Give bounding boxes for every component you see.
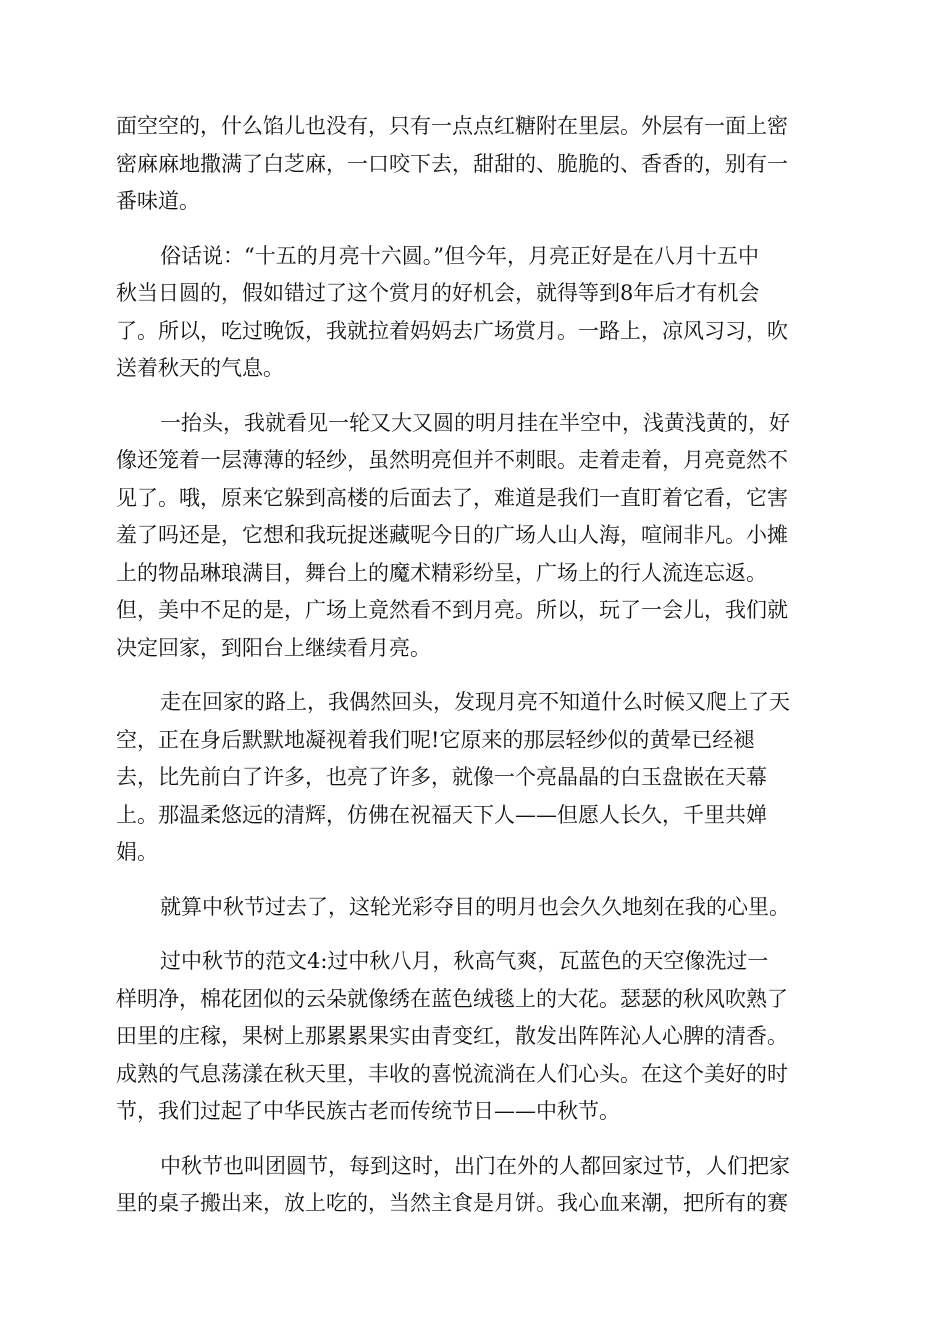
paragraph-6 xyxy=(116,943,836,1131)
text-line: 见了。哦，原来它躲到高楼的后面去了，难道是我们一直盯着它看，它害 xyxy=(116,485,788,510)
text-line: 过中秋节的范文4:过中秋八月，秋高气爽，瓦蓝色的天空像洗过一 xyxy=(160,949,769,973)
text-line: 羞了吗还是，它想和我玩捉迷藏呢今日的广场人山人海，喧闹非凡。小摊 xyxy=(116,523,788,547)
text-line: 走在回家的路上，我偶然回头，发现月亮不知道什么时候又爬上了天 xyxy=(160,690,790,714)
text-line: 番味道。 xyxy=(116,189,200,213)
text-line: 成熟的气息荡漾在秋天里，丰收的喜悦流淌在人们心头。在这个美好的时 xyxy=(116,1061,788,1086)
text-line: 里的桌子搬出来，放上吃的，当然主食是月饼。我心血来潮，把所有的赛 xyxy=(116,1191,788,1215)
document-body xyxy=(116,108,836,1240)
text-line: 俗话说：“十五的月亮十六圆。”但今年，月亮正好是在八月十五中 xyxy=(160,243,759,268)
text-line: 了。所以，吃过晚饭，我就拉着妈妈去广场赏月。一路上，凉风习习，吹 xyxy=(116,318,788,343)
text-line: 空，正在身后默默地凝视着我们呢!它原来的那层轻纱似的黄晕已经褪 xyxy=(116,727,755,752)
paragraph-2 xyxy=(116,238,836,388)
paragraph-4 xyxy=(116,684,836,872)
text-line: 上。那温柔悠远的清辉，仿佛在祝福天下人——但愿人长久，千里共婵 xyxy=(116,802,767,827)
text-line: 面空空的，什么馅儿也没有，只有一点点红糖附在里层。外层有一面上密 xyxy=(116,114,788,138)
text-line: 一抬头，我就看见一轮又大又圆的明月挂在半空中，浅黄浅黄的，好 xyxy=(160,410,790,435)
text-line: 送着秋天的气息。 xyxy=(116,356,284,380)
text-line: 中秋节也叫团圆节，每到这时，出门在外的人都回家过节，人们把家 xyxy=(160,1153,790,1178)
text-line: 娟。 xyxy=(116,840,158,864)
text-line: 样明净，棉花团似的云朵就像绣在蓝色绒毯上的大花。瑟瑟的秋风吹熟了 xyxy=(116,986,788,1011)
paragraph-3 xyxy=(116,405,836,668)
text-line: 但，美中不足的是，广场上竟然看不到月亮。所以，玩了一会儿，我们就 xyxy=(116,598,788,622)
text-line: 田里的庄稼，果树上那累累果实由青变红，散发出阵阵沁人心脾的清香。 xyxy=(116,1024,788,1048)
text-line: 上的物品琳琅满目，舞台上的魔术精彩纷呈，广场上的行人流连忘返。 xyxy=(116,560,767,585)
paragraph-7 xyxy=(116,1148,836,1223)
text-line: 去，比先前白了许多，也亮了许多，就像一个亮晶晶的白玉盘嵌在天幕 xyxy=(116,765,767,789)
text-line: 就算中秋节过去了，这轮光彩夺目的明月也会久久地刻在我的心里。 xyxy=(160,894,790,919)
text-line: 节，我们过起了中华民族古老而传统节日——中秋节。 xyxy=(116,1099,620,1123)
text-line: 密麻麻地撒满了白芝麻，一口咬下去，甜甜的、脆脆的、香香的，别有一 xyxy=(116,151,788,176)
text-line: 决定回家，到阳台上继续看月亮。 xyxy=(116,635,431,660)
paragraph-5 xyxy=(116,889,836,927)
paragraph-1 xyxy=(116,108,836,221)
text-line: 秋当日圆的，假如错过了这个赏月的好机会，就得等到8年后才有机会 xyxy=(116,281,760,305)
text-line: 像还笼着一层薄薄的轻纱，虽然明亮但并不刺眼。走着走着，月亮竟然不 xyxy=(116,448,788,472)
